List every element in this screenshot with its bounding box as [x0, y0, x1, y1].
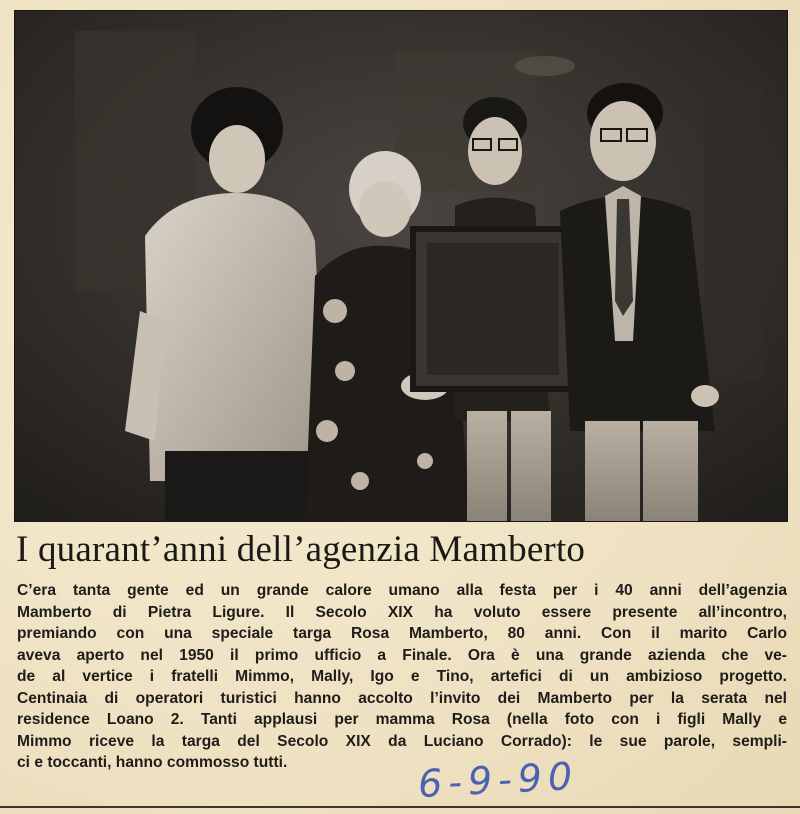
- body-line: Centinaia di operatori turistici hanno accolto l’invito dei Mamberto per la serata nel: [17, 689, 787, 707]
- article-body: [17, 580, 787, 774]
- body-line: Mamberto di Pietra Ligure. Il Secolo XIX ha voluto essere presente all’incontro,: [17, 603, 787, 621]
- body-line: de al vertice i fratelli Mimmo, Mally, Igo e Tino, artefici di un ambizioso progetto.: [17, 668, 787, 685]
- handwritten-date: 6-9-90: [416, 753, 580, 807]
- article-headline: I quarant’anni dell’agenzia Mamberto: [16, 529, 586, 570]
- body-line: premiando con una speciale targa Rosa Mamberto, 80 anni. Con il marito Carlo: [17, 625, 787, 642]
- framed-plaque: [413, 229, 573, 389]
- article-photo: [14, 10, 788, 522]
- body-line: ci e toccanti, hanno commosso tutti.: [17, 754, 288, 771]
- body-line: aveva aperto nel 1950 il primo ufficio a Finale. Ora è una grande azienda che ve-: [17, 646, 787, 664]
- body-line: C’era tanta gente ed un grande calore umano alla festa per i 40 anni dell’agenzia: [17, 582, 787, 599]
- body-line: residence Loano 2. Tanti applausi per mamma Rosa (nella foto con i figli Mally e: [17, 711, 787, 728]
- body-line: Mimmo riceve la targa del Secolo XIX da Luciano Corrado): le sue parole, sempli-: [17, 732, 787, 750]
- divider: [0, 806, 800, 808]
